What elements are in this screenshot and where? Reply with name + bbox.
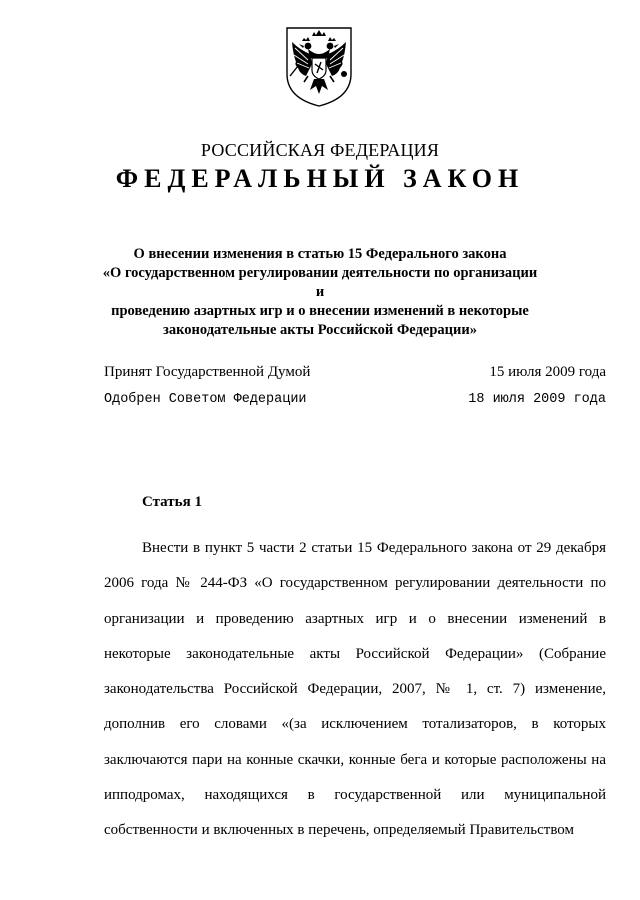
coat-of-arms-icon (284, 24, 354, 108)
adoption-row-federation-council (104, 392, 606, 412)
subject-line: «О государственном регулировании деятельности по организации и (102, 265, 538, 300)
country-name: РОССИЙСКАЯ ФЕДЕРАЦИЯ (200, 140, 440, 160)
adoption-row-duma (104, 364, 606, 384)
adoption-date: 15 июля 2009 года (489, 364, 606, 380)
article-body (104, 531, 606, 849)
adoption-label: Принят Государственной Думой (104, 364, 311, 380)
law-subject (100, 245, 540, 340)
document-type: ФЕДЕРАЛЬНЫЙ ЗАКОН (115, 164, 525, 193)
subject-line: О внесении изменения в статью 15 Федерального закона (133, 246, 507, 262)
subject-line: законодательные акты Российской Федерации» (163, 322, 477, 338)
article-paragraph: Внести в пункт 5 части 2 статьи 15 Федерального закона от 29 декабря 2006 года № 244-ФЗ «О государственном регулировании деятельности по организации и проведению азартных игр и о внесении изменений в некоторые законодательные акты Российской Федерации» (Собрание законодательства Российской Федерации, 2007, № 1, ст. 7) изменение, дополнив его словами «(за исключением тотализаторов, в которых заключаются пари на конные скачки, конные бега и которые расположены на ипподромах, находящихся в государственной или муниципальной собственности и включенных в перечень, определяемый Правительством (104, 540, 606, 839)
subject-line: проведению азартных игр и о внесении изменений в некоторые (111, 303, 529, 319)
adoption-date: 18 июля 2009 года (468, 392, 606, 407)
adoption-label: Одобрен Советом Федерации (104, 392, 307, 407)
article-title: Статья 1 (142, 494, 202, 510)
